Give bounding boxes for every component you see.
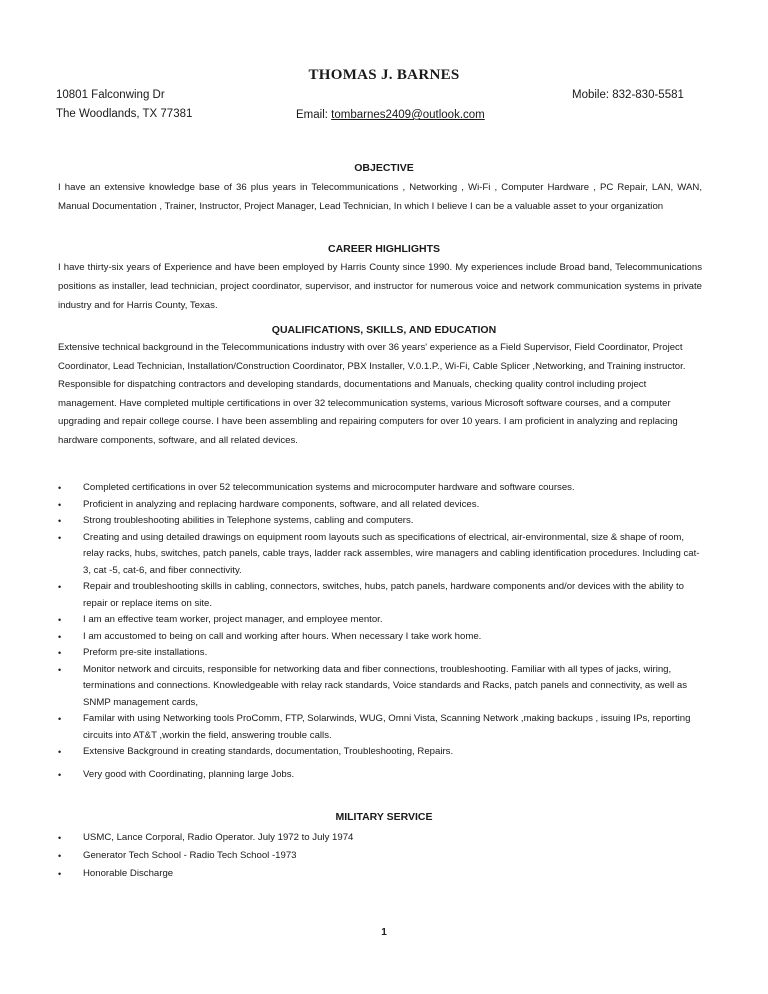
- address-line-1: 10801 Falconwing Dr: [56, 89, 165, 101]
- mobile-number: Mobile: 832-830-5581: [572, 89, 684, 101]
- career-highlights-heading: CAREER HIGHLIGHTS: [327, 243, 440, 255]
- list-item: • I am accustomed to being on call and working after hours. When necessary I take work home.: [58, 629, 702, 646]
- list-item: • USMC, Lance Corporal, Radio Operator. July 1972 to July 1974: [58, 829, 702, 847]
- email-link[interactable]: tombarnes2409@outlook.com: [331, 109, 485, 121]
- email-label: Email:: [296, 109, 332, 121]
- candidate-name: THOMAS J. BARNES: [308, 67, 460, 83]
- objective-text: I have an extensive knowledge base of 36 plus years in Telecommunications , Networking , Wi-Fi , Computer Hardware , PC Repair, LAN, WAN, Manual Documentation , Trainer, Instructor, Project Manager, Lead Technician, In which I believe I can be a valuable asset to your organization: [58, 182, 702, 212]
- list-item: • Proficient in analyzing and replacing hardware components, software, and all related devices.: [58, 497, 702, 514]
- qualifications-bullet-list: [58, 480, 702, 783]
- list-item: • Completed certifications in over 52 telecommunication systems and microcomputer hardware and software courses.: [58, 480, 702, 497]
- email-line: [296, 109, 485, 121]
- list-item: • Creating and using detailed drawings on equipment room layouts such as specifications of electrical, air-environmental, size & shape of room, relay racks, hubs, switches, patch panels, cable trays, ladder rack assembles, wire managers and cabling identification procedures. Including cat-3, cat -5, cat-6, and fiber connectivity.: [58, 530, 702, 580]
- qualifications-text: Extensive technical background in the Telecommunications industry with over 36 years' experience as a Field Supervisor, Field Coordinator, Project Coordinator, Lead Technician, Installation/Construction Coordinator, PBX Installer, V.0.1.P., Wi-Fi, Cable Splicer ,Networking, and Training instructor. Responsible for dispatching contractors and developing standards, documentations and Manuals, checking quality control including project management. Have completed multiple certifications in over 32 telecommunication systems, various Microsoft software courses, and a computer upgrading and repair college course. I have been assembling and repairing computers for over 10 years. I am proficient in analyzing and replacing hardware components, software, and all related devices.: [58, 342, 686, 446]
- list-item: • Preform pre-site installations.: [58, 645, 702, 662]
- list-item: • Strong troubleshooting abilities in Telephone systems, cabling and computers.: [58, 513, 702, 530]
- list-item: • Very good with Coordinating, planning large Jobs.: [58, 767, 702, 784]
- career-highlights-text: I have thirty-six years of Experience and have been employed by Harris County since 1990. My experiences include Broad band, Telecommunications positions as installer, lead technician, project coordinator, supervisor, and instructor for numerous voice and network communication systems in private industry and for Harris County, Texas.: [58, 262, 702, 311]
- military-service-heading: MILITARY SERVICE: [335, 811, 433, 823]
- list-item: • Extensive Background in creating standards, documentation, Troubleshooting, Repairs.: [58, 744, 702, 761]
- list-item: • Familar with using Networking tools ProComm, FTP, Solarwinds, WUG, Omni Vista, Scanning Network ,making backups , issuing IPs, reporting circuits into AT&T ,workin the field, answering trouble calls.: [58, 711, 702, 744]
- qualifications-heading: QUALIFICATIONS, SKILLS, AND EDUCATION: [271, 324, 497, 336]
- page-number: 1: [381, 927, 387, 938]
- list-item: • Repair and troubleshooting skills in cabling, connectors, switches, hubs, patch panels, hardware components and/or devices with the ability to repair or replace items on site.: [58, 579, 702, 612]
- list-item: • Honorable Discharge: [58, 865, 702, 883]
- list-item: • I am an effective team worker, project manager, and employee mentor.: [58, 612, 702, 629]
- list-item: • Monitor network and circuits, responsible for networking data and fiber connections, troubleshooting. Familiar with all types of jacks, wiring, terminations and connections. Knowledgeable with relay rack standards, Voice standards and Racks, patch panels and connectivity, as well as SNMP management cards,: [58, 662, 702, 712]
- objective-heading: OBJECTIVE: [354, 162, 414, 174]
- address-line-2: The Woodlands, TX 77381: [56, 108, 193, 120]
- list-item: • Generator Tech School - Radio Tech School -1973: [58, 847, 702, 865]
- military-bullet-list: [58, 829, 702, 883]
